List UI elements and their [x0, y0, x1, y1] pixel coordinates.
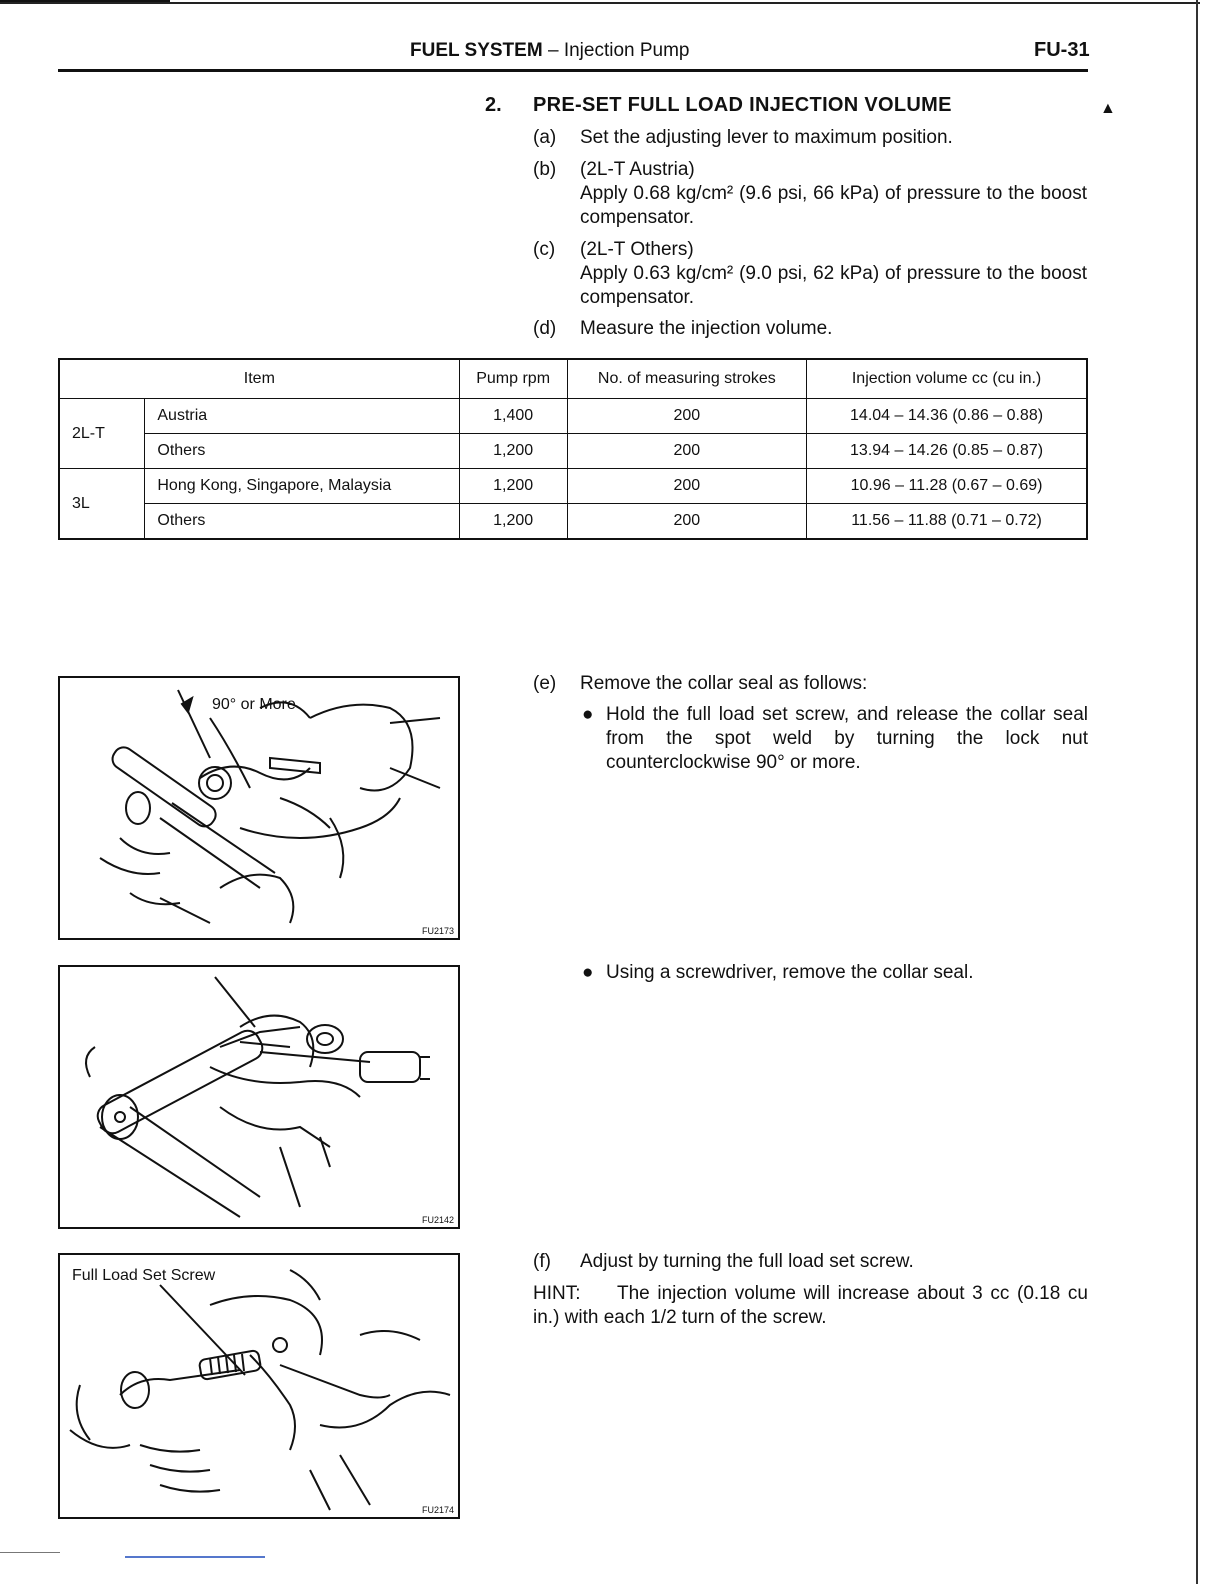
table-row [59, 469, 1087, 504]
footer-mark [0, 1552, 60, 1553]
section-title: PRE-SET FULL LOAD INJECTION VOLUME [533, 94, 952, 116]
screwdriver-illustration [60, 967, 458, 1227]
table-header-row [59, 359, 1087, 399]
margin-arrow-icon: ▲ [1100, 100, 1116, 117]
table-cell-volume: 14.04 – 14.36 (0.86 – 0.88) [807, 399, 1087, 434]
header-subsection: Injection Pump [563, 40, 690, 61]
table-header-volume: Injection volume cc (cu in.) [807, 359, 1087, 399]
table-cell-strokes: 200 [567, 434, 807, 469]
table-header-item: Item [59, 359, 459, 399]
table-row [59, 434, 1087, 469]
bullet-dot-icon: ● [582, 962, 594, 983]
bullet-release-seal: Hold the full load set screw, and release the collar seal from the spot weld by turning the lock nut counterclockwise 90° or more. [606, 704, 1088, 773]
step-f [533, 1250, 1093, 1274]
bullet-dot-icon: ● [582, 704, 594, 725]
step-a-label: (a) [533, 127, 557, 148]
section-number: 2. [485, 94, 502, 116]
step-c [533, 238, 1093, 314]
step-d-label: (d) [533, 318, 557, 339]
figure-full-load-set-screw [58, 1253, 460, 1519]
hint-label: HINT: [533, 1283, 581, 1304]
bullet-item [582, 703, 1090, 779]
table-cell-item: Others [145, 434, 459, 469]
right-border [1196, 0, 1198, 1584]
table-cell-rpm: 1,200 [459, 434, 567, 469]
table-cell-item: Hong Kong, Singapore, Malaysia [145, 469, 459, 504]
table-cell-strokes: 200 [567, 469, 807, 504]
table-cell-rpm: 1,200 [459, 469, 567, 504]
step-a [533, 126, 1093, 150]
figure-code: FU2174 [421, 1505, 454, 1515]
header-rule [58, 69, 1088, 72]
table-cell-item: Others [145, 504, 459, 540]
step-c-text: Apply 0.63 kg/cm² (9.0 psi, 62 kPa) of pressure to the boost compensator. [580, 263, 1087, 308]
hint [533, 1282, 1088, 1334]
table-row [59, 399, 1087, 434]
page-number: FU-31 [1034, 39, 1090, 61]
step-f-label: (f) [533, 1251, 551, 1272]
table-cell-strokes: 200 [567, 504, 807, 540]
step-b-text: Apply 0.68 kg/cm² (9.6 psi, 66 kPa) of pressure to the boost compensator. [580, 183, 1087, 228]
table-header-rpm: Pump rpm [459, 359, 567, 399]
set-screw-illustration [60, 1255, 458, 1517]
bullet-remove-seal: Using a screwdriver, remove the collar seal. [606, 962, 974, 983]
figure-lock-nut [58, 676, 460, 940]
table-cell-item: Austria [145, 399, 459, 434]
table-cell-strokes: 200 [567, 399, 807, 434]
table-cell-rpm: 1,400 [459, 399, 567, 434]
figure-screwdriver [58, 965, 460, 1229]
step-f-text: Adjust by turning the full load set screw. [580, 1251, 914, 1272]
step-e-label: (e) [533, 673, 557, 694]
header-separator: – [547, 40, 559, 61]
table-row [59, 504, 1087, 540]
step-a-text: Set the adjusting lever to maximum position. [580, 127, 953, 148]
table-cell-volume: 11.56 – 11.88 (0.71 – 0.72) [807, 504, 1087, 540]
hint-text: The injection volume will increase about 3 cc (0.18 cu in.) with each 1/2 turn of the screw. [533, 1283, 1088, 1328]
step-d-text: Measure the injection volume. [580, 318, 833, 339]
lock-nut-illustration [60, 678, 458, 938]
footer-link-mark [125, 1556, 265, 1558]
figure-code: FU2173 [421, 926, 454, 936]
bullet-item [582, 961, 1090, 985]
step-e [533, 672, 1093, 696]
figure-code: FU2142 [421, 1215, 454, 1225]
header-section: FUEL SYSTEM [410, 40, 543, 61]
table-cell-rpm: 1,200 [459, 504, 567, 540]
step-c-label: (c) [533, 239, 556, 260]
step-b [533, 158, 1093, 234]
table-cell-volume: 10.96 – 11.28 (0.67 – 0.69) [807, 469, 1087, 504]
figure-callout-set-screw: Full Load Set Screw [72, 1267, 216, 1284]
page-header-title [410, 40, 690, 62]
step-b-label: (b) [533, 159, 557, 180]
table-group-3l: 3L [59, 469, 145, 540]
figure-callout-angle: 90° or More [212, 696, 296, 713]
injection-volume-table [58, 358, 1088, 540]
top-border [0, 2, 1200, 4]
table-group-2lt: 2L-T [59, 399, 145, 469]
step-c-condition: (2L-T Others) [580, 239, 694, 260]
step-e-text: Remove the collar seal as follows: [580, 673, 868, 694]
step-b-condition: (2L-T Austria) [580, 159, 695, 180]
table-header-strokes: No. of measuring strokes [567, 359, 807, 399]
step-d [533, 317, 1093, 341]
table-cell-volume: 13.94 – 14.26 (0.85 – 0.87) [807, 434, 1087, 469]
